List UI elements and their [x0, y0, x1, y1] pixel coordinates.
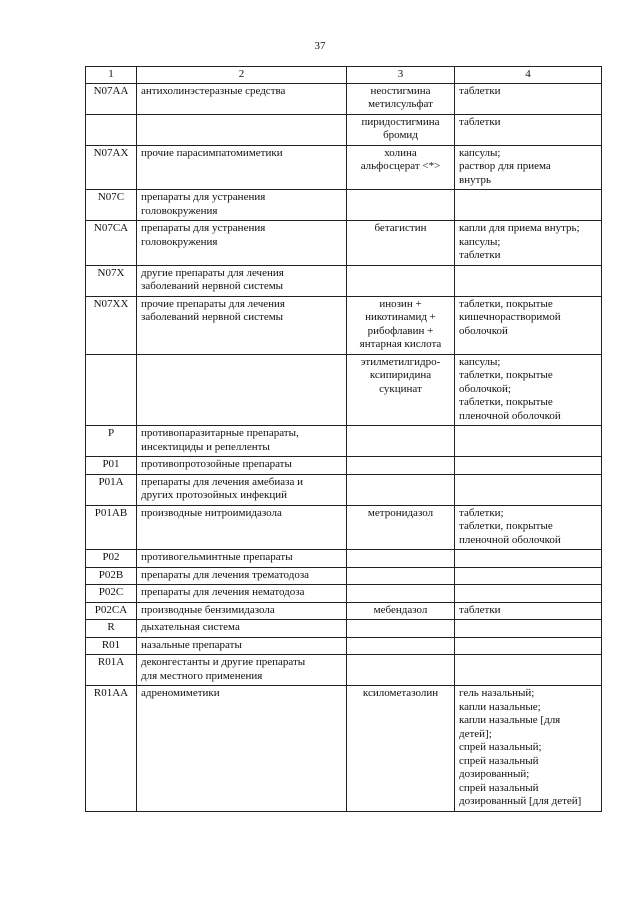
cell-dosage-form-line: спрей назальный	[459, 754, 539, 767]
cell-dosage-form-line: гель назальный;	[459, 687, 535, 699]
cell-group-name-line: прочие препараты для лечения	[141, 297, 285, 310]
cell-drug-name	[347, 296, 455, 354]
cell-drug-name	[347, 550, 455, 568]
cell-group-name	[137, 83, 347, 114]
cell-group-name-line: головокружения	[141, 204, 218, 217]
table-row	[86, 567, 602, 585]
cell-dosage-form-line: спрей назальный;	[459, 741, 542, 753]
cell-dosage-form	[455, 474, 602, 505]
cell-group-name-line: дыхательная система	[141, 621, 240, 633]
cell-dosage-form-line: капсулы;	[459, 235, 501, 248]
cell-group-name-line: противопаразитарные препараты,	[141, 427, 299, 439]
cell-drug-name	[347, 505, 455, 550]
cell-drug-name-line: рибофлавин +	[367, 324, 434, 337]
cell-drug-name	[347, 83, 455, 114]
cell-dosage-form-line: таблетки, покрытые	[459, 297, 553, 310]
table-row	[86, 296, 602, 354]
cell-group-name	[137, 114, 347, 145]
cell-dosage-form-line: раствор для приема	[459, 160, 551, 172]
cell-group-name	[137, 354, 347, 426]
cell-drug-name-line: холина	[384, 146, 417, 159]
cell-dosage-form	[455, 265, 602, 296]
cell-drug-name	[347, 265, 455, 296]
cell-dosage-form	[455, 426, 602, 457]
cell-group-name-line: инсектициды и репелленты	[141, 440, 270, 453]
cell-atc-code: N07CA	[86, 221, 137, 266]
cell-group-name-line: назальные препараты	[141, 638, 242, 651]
cell-atc-code: R01A	[86, 655, 137, 686]
cell-group-name-line: противогельминтные препараты	[141, 551, 293, 563]
cell-dosage-form-line: капли назальные;	[459, 700, 541, 713]
cell-group-name	[137, 505, 347, 550]
cell-dosage-form	[455, 457, 602, 475]
cell-dosage-form-line: пленочной оболочкой	[459, 409, 561, 422]
cell-dosage-form-line: капсулы;	[459, 146, 501, 159]
cell-dosage-form	[455, 602, 602, 620]
table-row	[86, 426, 602, 457]
cell-dosage-form-line: таблетки, покрытые	[459, 369, 553, 381]
cell-group-name	[137, 637, 347, 655]
cell-dosage-form-line: дозированный [для детей]	[459, 795, 582, 807]
cell-dosage-form-line: внутрь	[459, 173, 492, 186]
table-row	[86, 637, 602, 655]
table-row	[86, 145, 602, 190]
cell-drug-name-line: метронидазол	[367, 506, 434, 519]
cell-group-name	[137, 655, 347, 686]
table-body	[86, 83, 602, 811]
cell-atc-code	[86, 354, 137, 426]
cell-atc-code: P02C	[86, 585, 137, 603]
cell-atc-code: P02CA	[86, 602, 137, 620]
cell-group-name	[137, 567, 347, 585]
cell-atc-code: R01AA	[86, 686, 137, 812]
table-row	[86, 457, 602, 475]
table-row	[86, 265, 602, 296]
table-row	[86, 550, 602, 568]
cell-group-name	[137, 296, 347, 354]
cell-atc-code: P01	[86, 457, 137, 475]
table-row	[86, 602, 602, 620]
table-row	[86, 114, 602, 145]
cell-drug-name	[347, 602, 455, 620]
cell-dosage-form	[455, 686, 602, 812]
cell-group-name	[137, 585, 347, 603]
cell-dosage-form	[455, 145, 602, 190]
cell-group-name-line: заболеваний нервной системы	[141, 280, 284, 292]
cell-drug-name-line: пиридостигмина	[361, 115, 440, 128]
table-row	[86, 505, 602, 550]
cell-dosage-form	[455, 550, 602, 568]
cell-atc-code: P01A	[86, 474, 137, 505]
table-row	[86, 686, 602, 812]
cell-atc-code: N07C	[86, 190, 137, 221]
cell-atc-code: P01AB	[86, 505, 137, 550]
cell-group-name-line: других протозойных инфекций	[141, 489, 287, 501]
cell-drug-name-line: этилметилгидро-	[360, 355, 441, 368]
table-row	[86, 221, 602, 266]
cell-group-name-line: препараты для устранения	[141, 191, 266, 203]
cell-group-name	[137, 686, 347, 812]
table-row	[86, 655, 602, 686]
cell-dosage-form	[455, 620, 602, 638]
cell-group-name-line: деконгестанты и другие препараты	[141, 656, 306, 668]
table-row	[86, 83, 602, 114]
cell-group-name	[137, 474, 347, 505]
cell-drug-name	[347, 145, 455, 190]
table-row	[86, 474, 602, 505]
cell-group-name-line: другие препараты для лечения	[141, 266, 284, 279]
cell-atc-code: R	[86, 620, 137, 638]
cell-drug-name	[347, 474, 455, 505]
cell-group-name	[137, 265, 347, 296]
cell-atc-code: P02	[86, 550, 137, 568]
cell-dosage-form-line: кишечнорастворимой	[459, 311, 561, 323]
cell-drug-name-line: инозин +	[379, 297, 422, 310]
cell-dosage-form	[455, 354, 602, 426]
cell-atc-code: N07X	[86, 265, 137, 296]
cell-dosage-form	[455, 567, 602, 585]
cell-dosage-form-line: таблетки	[459, 115, 501, 128]
cell-drug-name-line: мебендазол	[373, 603, 428, 616]
cell-atc-code: N07AX	[86, 145, 137, 190]
cell-dosage-form	[455, 655, 602, 686]
cell-dosage-form-line: таблетки, покрытые	[459, 520, 553, 532]
table-row	[86, 354, 602, 426]
cell-dosage-form-line: дозированный;	[459, 768, 530, 780]
column-header-code: 1	[86, 67, 137, 84]
cell-group-name-line: препараты для лечения трематодоза	[141, 568, 310, 581]
cell-dosage-form-line: таблетки	[459, 603, 501, 616]
cell-group-name	[137, 426, 347, 457]
cell-group-name-line: антихолинэстеразные средства	[141, 84, 286, 97]
cell-dosage-form	[455, 505, 602, 550]
cell-dosage-form-line: таблетки	[459, 249, 501, 261]
cell-drug-name	[347, 354, 455, 426]
table-row	[86, 620, 602, 638]
cell-group-name	[137, 602, 347, 620]
cell-dosage-form	[455, 114, 602, 145]
column-header-form: 4	[455, 67, 602, 84]
medication-table	[85, 66, 602, 812]
cell-dosage-form-line: пленочной оболочкой	[459, 533, 561, 546]
cell-group-name-line: производные бензимидазола	[141, 603, 275, 616]
cell-atc-code: P	[86, 426, 137, 457]
cell-drug-name	[347, 637, 455, 655]
cell-drug-name-line: сукцинат	[379, 382, 422, 395]
cell-group-name-line: заболеваний нервной системы	[141, 311, 284, 323]
cell-atc-code: N07XX	[86, 296, 137, 354]
cell-drug-name-line: альфосцерат <*>	[360, 160, 441, 172]
cell-drug-name	[347, 620, 455, 638]
cell-atc-code: P02B	[86, 567, 137, 585]
cell-dosage-form-line: таблетки;	[459, 506, 504, 519]
cell-drug-name-line: метилсульфат	[368, 98, 433, 110]
cell-group-name	[137, 457, 347, 475]
cell-dosage-form-line: оболочкой;	[459, 382, 511, 395]
cell-drug-name-line: янтарная кислота	[359, 338, 442, 350]
cell-drug-name	[347, 457, 455, 475]
cell-group-name-line: для местного применения	[141, 669, 263, 682]
table-header-row	[86, 67, 602, 84]
cell-group-name-line: адреномиметики	[141, 687, 220, 699]
cell-drug-name	[347, 114, 455, 145]
page-number: 37	[314, 40, 326, 52]
cell-drug-name-line: ксилометазолин	[362, 687, 439, 699]
column-header-inn: 3	[347, 67, 455, 84]
cell-dosage-form-line: таблетки, покрытые	[459, 396, 553, 408]
cell-dosage-form	[455, 190, 602, 221]
cell-drug-name	[347, 221, 455, 266]
cell-dosage-form	[455, 585, 602, 603]
cell-group-name-line: препараты для лечения нематодоза	[141, 586, 305, 598]
cell-drug-name-line: никотинамид +	[365, 311, 436, 323]
cell-drug-name-line: неостигмина	[370, 84, 431, 97]
cell-group-name-line: противопротозойные препараты	[141, 458, 292, 470]
cell-atc-code	[86, 114, 137, 145]
cell-drug-name-line: бромид	[383, 129, 418, 141]
cell-group-name	[137, 620, 347, 638]
cell-group-name	[137, 145, 347, 190]
cell-dosage-form	[455, 637, 602, 655]
cell-drug-name-line: ксипиридина	[369, 369, 432, 381]
cell-dosage-form-line: таблетки	[459, 84, 501, 97]
cell-dosage-form	[455, 296, 602, 354]
cell-drug-name	[347, 426, 455, 457]
cell-drug-name	[347, 686, 455, 812]
cell-group-name	[137, 221, 347, 266]
cell-group-name-line: головокружения	[141, 235, 218, 248]
cell-atc-code: R01	[86, 637, 137, 655]
cell-drug-name	[347, 655, 455, 686]
cell-group-name-line: производные нитроимидазола	[141, 506, 282, 519]
cell-group-name-line: прочие парасимпатомиметики	[141, 146, 283, 159]
cell-dosage-form-line: капсулы;	[459, 355, 501, 368]
cell-group-name	[137, 550, 347, 568]
cell-dosage-form-line: капли назальные [для	[459, 714, 561, 726]
cell-dosage-form-line: детей];	[459, 727, 492, 740]
cell-dosage-form	[455, 221, 602, 266]
cell-drug-name	[347, 567, 455, 585]
cell-group-name-line: препараты для лечения амебиаза и	[141, 475, 304, 488]
cell-dosage-form-line: спрей назальный	[459, 781, 539, 794]
cell-drug-name	[347, 190, 455, 221]
cell-group-name	[137, 190, 347, 221]
table-row	[86, 190, 602, 221]
cell-dosage-form-line: капли для приема внутрь;	[459, 222, 580, 234]
table-row	[86, 585, 602, 603]
column-header-group: 2	[137, 67, 347, 84]
cell-dosage-form-line: оболочкой	[459, 324, 508, 337]
cell-atc-code: N07AA	[86, 83, 137, 114]
cell-drug-name	[347, 585, 455, 603]
cell-dosage-form	[455, 83, 602, 114]
cell-drug-name-line: бетагистин	[374, 222, 427, 234]
cell-group-name-line: препараты для устранения	[141, 222, 266, 234]
